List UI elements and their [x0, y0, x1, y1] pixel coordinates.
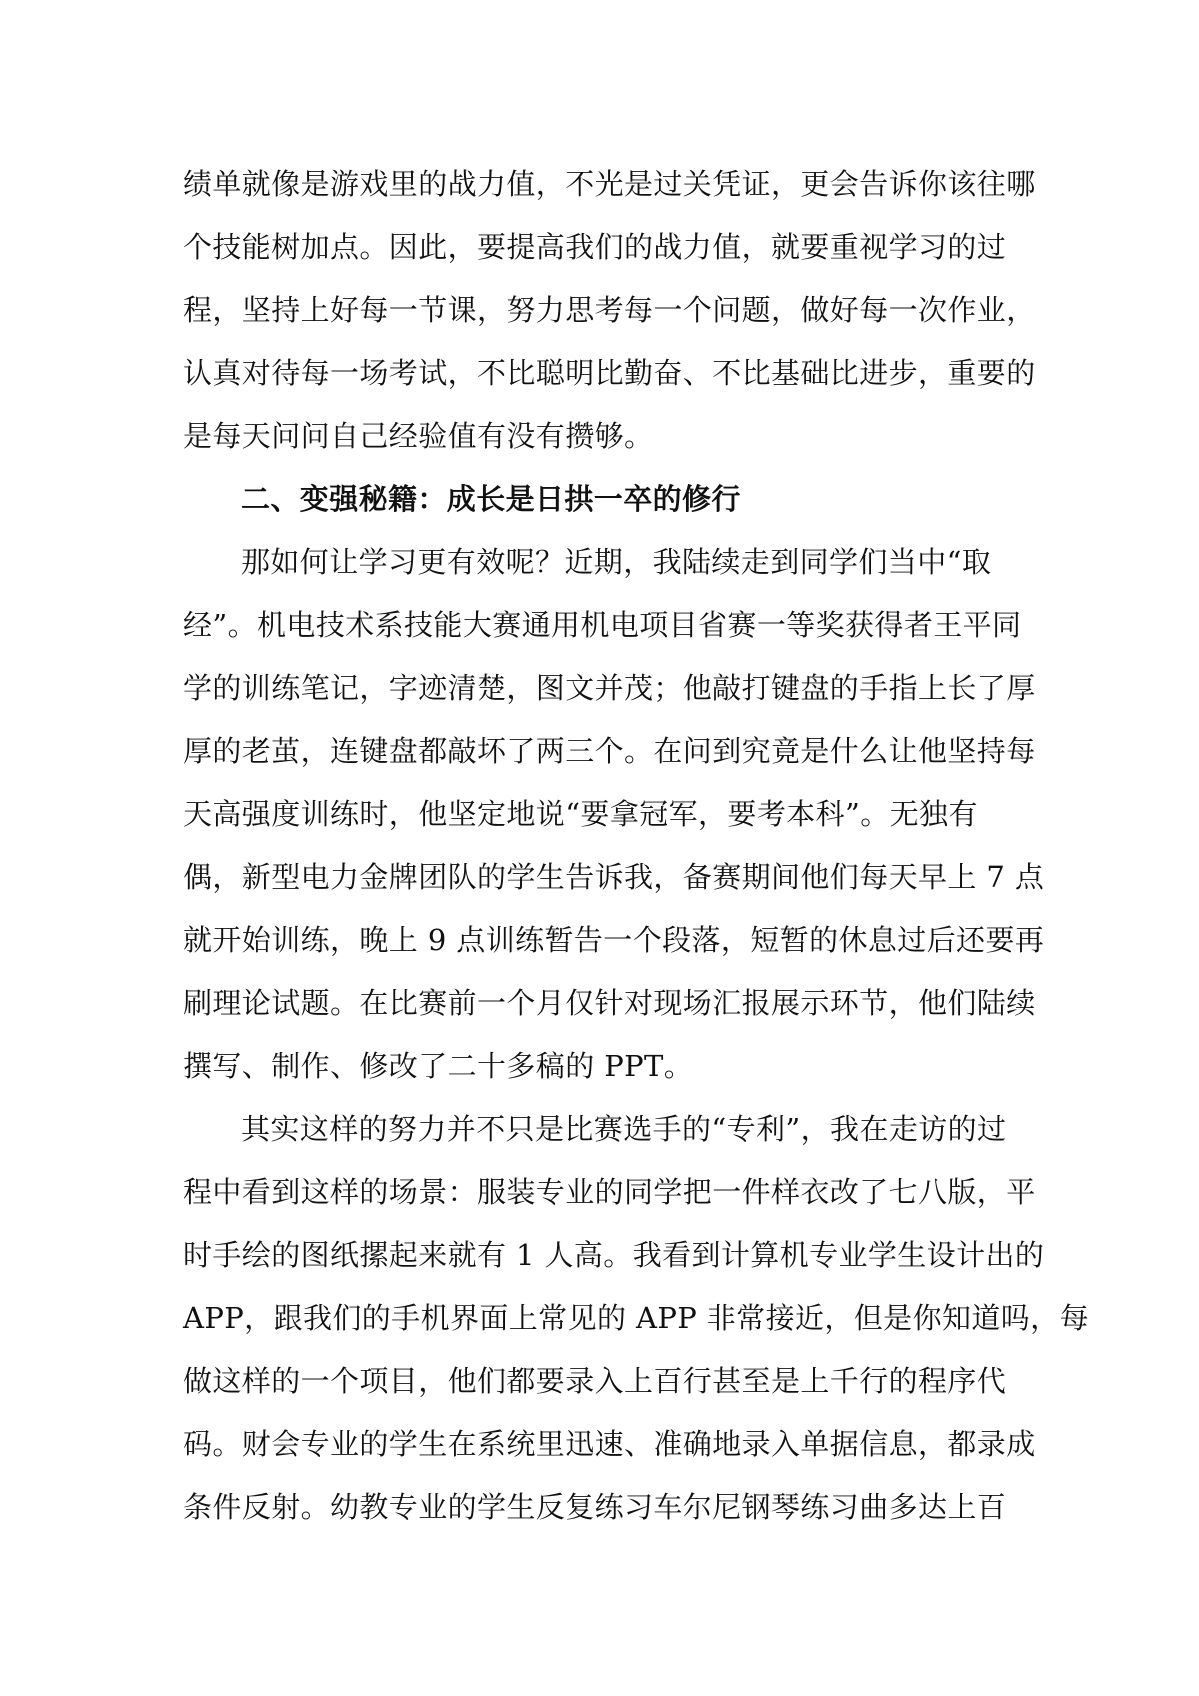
text-line: 程，坚持上好每一节课，努力思考每一个问题，做好每一次作业，	[183, 293, 1036, 327]
text-line: 绩单就像是游戏里的战力值，不光是过关凭证，更会告诉你该往哪	[183, 167, 1036, 201]
text-line: 是每天问问自己经验值有没有攒够。	[183, 419, 654, 453]
document-body	[183, 153, 1089, 1539]
paragraph-first-line: 那如何让学习更有效呢？近期，我陆续走到同学们当中“取	[241, 545, 992, 579]
text-line: 天高强度训练时，他坚定地说“要拿冠军，要考本科”。无独有	[183, 797, 978, 831]
text-line: 撰写、制作、修改了二十多稿的 PPT。	[183, 1049, 694, 1083]
text-line: 学的训练笔记，字迹清楚，图文并茂；他敲打键盘的手指上长了厚	[183, 671, 1036, 705]
text-line: 条件反射。幼教专业的学生反复练习车尔尼钢琴练习曲多达上百	[183, 1490, 1007, 1524]
text-line: 经”。机电技术系技能大赛通用机电项目省赛一等奖获得者王平同	[183, 608, 1022, 642]
text-line: APP，跟我们的手机界面上常见的 APP 非常接近，但是你知道吗，每	[183, 1301, 1089, 1335]
text-line: 时手绘的图纸摞起来就有 1 人高。我看到计算机专业学生设计出的	[183, 1238, 1045, 1272]
text-line: 偶，新型电力金牌团队的学生告诉我，备赛期间他们每天早上 7 点	[183, 860, 1045, 894]
text-line: 程中看到这样的场景：服装专业的同学把一件样衣改了七八版，平	[183, 1175, 1036, 1209]
text-line: 认真对待每一场考试，不比聪明比勤奋、不比基础比进步，重要的	[183, 356, 1036, 390]
text-line: 厚的老茧，连键盘都敲坏了两三个。在问到究竟是什么让他坚持每	[183, 734, 1036, 768]
paragraph-first-line: 其实这样的努力并不只是比赛选手的“专利”，我在走访的过	[241, 1112, 1007, 1146]
text-line: 就开始训练，晚上 9 点训练暂告一个段落，短暂的休息过后还要再	[183, 923, 1045, 957]
text-line: 做这样的一个项目，他们都要录入上百行甚至是上千行的程序代	[183, 1364, 1007, 1398]
text-line: 码。财会专业的学生在系统里迅速、准确地录入单据信息，都录成	[183, 1427, 1036, 1461]
text-line: 个技能树加点。因此，要提高我们的战力值，就要重视学习的过	[183, 230, 1007, 264]
section-heading: 二、变强秘籍：成长是日拱一卒的修行	[241, 482, 741, 516]
text-line: 刷理论试题。在比赛前一个月仅针对现场汇报展示环节，他们陆续	[183, 986, 1036, 1020]
